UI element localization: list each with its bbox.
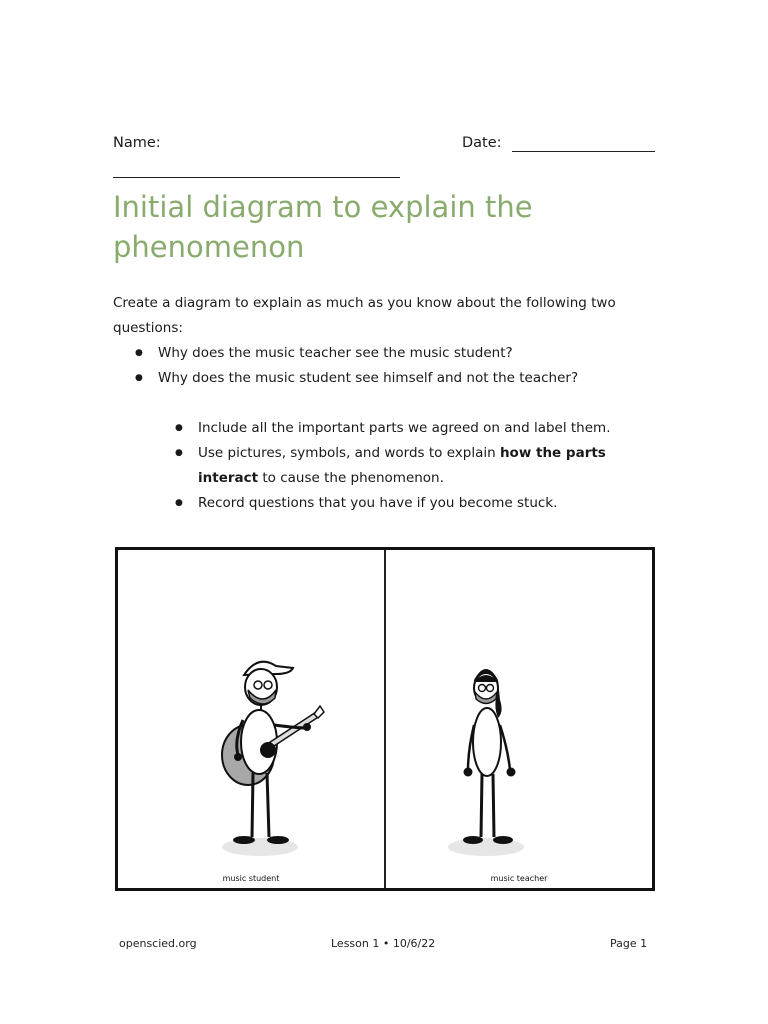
instruction-list xyxy=(153,416,633,516)
music-teacher-illustration xyxy=(386,550,652,888)
teacher-caption: music teacher xyxy=(490,874,548,883)
footer-lesson: Lesson 1 • 10/6/22 xyxy=(331,937,436,950)
date-line xyxy=(512,151,655,152)
question-item: ● Why does the music teacher see the music student? xyxy=(113,341,653,366)
page-title: Initial diagram to explain the phenomenon xyxy=(113,190,533,264)
intro-text: Create a diagram to explain as much as you know about the following two questions: xyxy=(113,295,616,336)
student-panel xyxy=(118,550,384,888)
teacher-panel xyxy=(386,550,652,888)
footer-page: Page 1 xyxy=(610,937,648,950)
instruction-text: Use pictures, symbols, and words to explain xyxy=(198,445,500,461)
music-student-illustration xyxy=(118,550,384,888)
student-caption: music student xyxy=(222,874,280,883)
diagram-frame xyxy=(115,547,655,891)
instruction-item: ● Record questions that you have if you become stuck. xyxy=(153,491,633,516)
instruction-item: ● Include all the important parts we agreed on and label them. xyxy=(153,416,633,441)
date-label: Date: xyxy=(462,135,502,151)
name-label: Name: xyxy=(113,135,161,151)
question-item: ● Why does the music student see himself and not the teacher? xyxy=(113,366,653,391)
footer-site: openscied.org xyxy=(119,937,197,950)
instruction-text: to cause the phenomenon. xyxy=(258,470,444,486)
instruction-item xyxy=(153,441,633,491)
question-list xyxy=(113,341,653,391)
instruction-bold: how the parts interact xyxy=(198,445,606,486)
name-line xyxy=(113,177,400,178)
